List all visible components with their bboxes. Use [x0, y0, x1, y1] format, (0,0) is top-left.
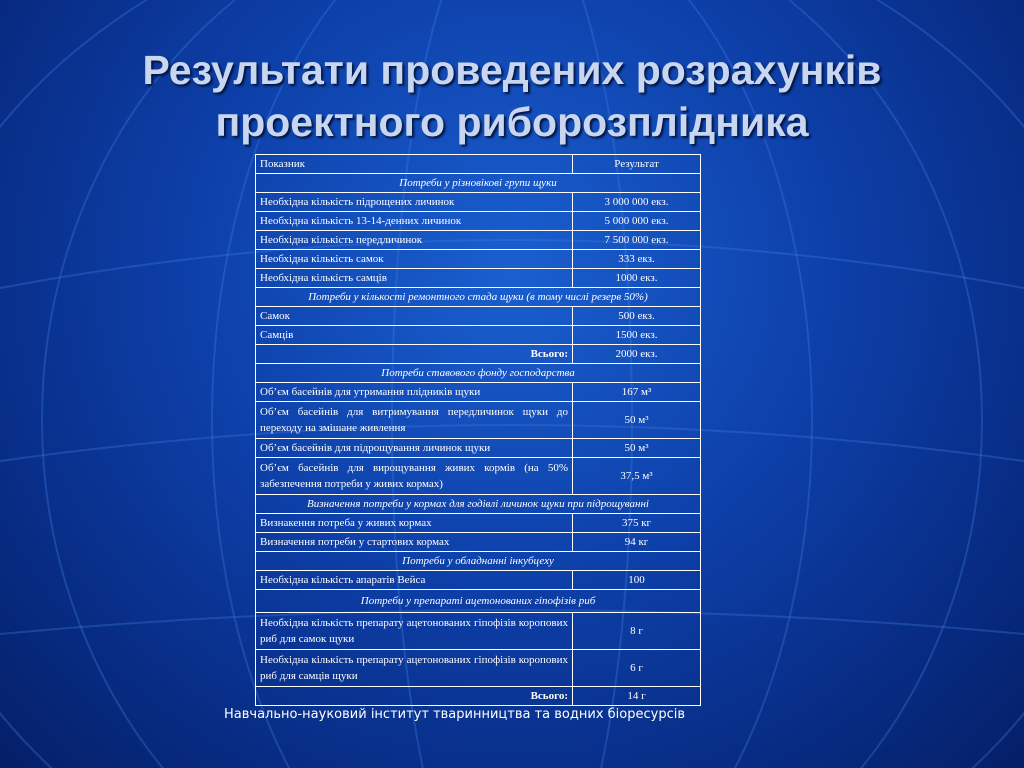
row-label: Необхідна кількість самок — [256, 250, 573, 269]
section-title: Потреби у різновікові групи щуки — [256, 174, 701, 193]
row-label: Необхідна кількість препарату ацетонованих гіпофізів коропових риб для самців щуки — [256, 650, 573, 687]
page-title — [0, 44, 1024, 148]
header-indicator: Показник — [256, 155, 573, 174]
table-section-row — [256, 174, 701, 193]
title-line-2: проектного риборозплідника — [215, 99, 809, 145]
row-value: 1500 екз. — [573, 326, 701, 345]
row-value: 50 м³ — [573, 439, 701, 458]
table-row — [256, 250, 701, 269]
total-value: 14 г — [573, 687, 701, 706]
row-label: Об’єм басейнів для витримування передличинок щуки до переходу на змішане живлення — [256, 402, 573, 439]
total-label: Всього: — [256, 345, 573, 364]
row-label: Необхідна кількість 13-14-денних личинок — [256, 212, 573, 231]
row-value: 8 г — [573, 613, 701, 650]
section-title: Визначення потреби у кормах для годівлі личинок щуки при підрощуванні — [256, 495, 701, 514]
table-section-row — [256, 552, 701, 571]
table-header-row — [256, 155, 701, 174]
row-label: Визначення потреби у стартових кормах — [256, 533, 573, 552]
row-label: Необхідна кількість апаратів Вейса — [256, 571, 573, 590]
row-value: 94 кг — [573, 533, 701, 552]
row-label: Необхідна кількість підрощених личинок — [256, 193, 573, 212]
table-row — [256, 533, 701, 552]
header-result: Результат — [573, 155, 701, 174]
row-label: Об’єм басейнів для підрощування личинок щуки — [256, 439, 573, 458]
row-value: 100 — [573, 571, 701, 590]
table-row — [256, 231, 701, 250]
row-label: Визнакення потреба у живих кормах — [256, 514, 573, 533]
table-row — [256, 307, 701, 326]
table-row — [256, 212, 701, 231]
table-row — [256, 383, 701, 402]
table-section-row — [256, 288, 701, 307]
section-title: Потреби ставового фонду господарства — [256, 364, 701, 383]
title-line-1: Результати проведених розрахунків — [142, 47, 882, 93]
results-table-container — [255, 154, 701, 706]
table-section-row — [256, 364, 701, 383]
row-value: 333 екз. — [573, 250, 701, 269]
table-row — [256, 458, 701, 495]
row-value: 3 000 000 екз. — [573, 193, 701, 212]
row-value: 375 кг — [573, 514, 701, 533]
row-label: Об’єм басейнів для утримання плідників щуки — [256, 383, 573, 402]
row-label: Необхідна кількість передличинок — [256, 231, 573, 250]
row-value: 5 000 000 екз. — [573, 212, 701, 231]
table-total-row — [256, 345, 701, 364]
table-row — [256, 326, 701, 345]
table-row — [256, 571, 701, 590]
table-row — [256, 402, 701, 439]
section-title: Потреби у препараті ацетонованих гіпофізів риб — [256, 590, 701, 613]
row-label: Самців — [256, 326, 573, 345]
table-row — [256, 193, 701, 212]
table-section-row — [256, 590, 701, 613]
row-label: Необхідна кількість самців — [256, 269, 573, 288]
footer-institute: Навчально-науковий інститут тваринництва та водних біоресурсів — [224, 707, 685, 722]
section-title: Потреби у кількості ремонтного стада щуки (в тому числі резерв 50%) — [256, 288, 701, 307]
total-label: Всього: — [256, 687, 573, 706]
row-value: 37,5 м³ — [573, 458, 701, 495]
row-value: 500 екз. — [573, 307, 701, 326]
table-row — [256, 650, 701, 687]
row-value: 1000 екз. — [573, 269, 701, 288]
row-label: Об’єм басейнів для вирощування живих кормів (на 50% забезпечення потреби у живих кормах) — [256, 458, 573, 495]
results-table — [255, 154, 701, 706]
table-section-row — [256, 495, 701, 514]
row-label: Самок — [256, 307, 573, 326]
row-value: 167 м³ — [573, 383, 701, 402]
row-value: 50 м³ — [573, 402, 701, 439]
total-value: 2000 екз. — [573, 345, 701, 364]
row-value: 6 г — [573, 650, 701, 687]
table-row — [256, 439, 701, 458]
row-label: Необхідна кількість препарату ацетонованих гіпофізів коропових риб для самок щуки — [256, 613, 573, 650]
table-row — [256, 514, 701, 533]
section-title: Потреби у обладнанні інкубцеху — [256, 552, 701, 571]
table-total-row — [256, 687, 701, 706]
table-row — [256, 613, 701, 650]
table-row — [256, 269, 701, 288]
row-value: 7 500 000 екз. — [573, 231, 701, 250]
